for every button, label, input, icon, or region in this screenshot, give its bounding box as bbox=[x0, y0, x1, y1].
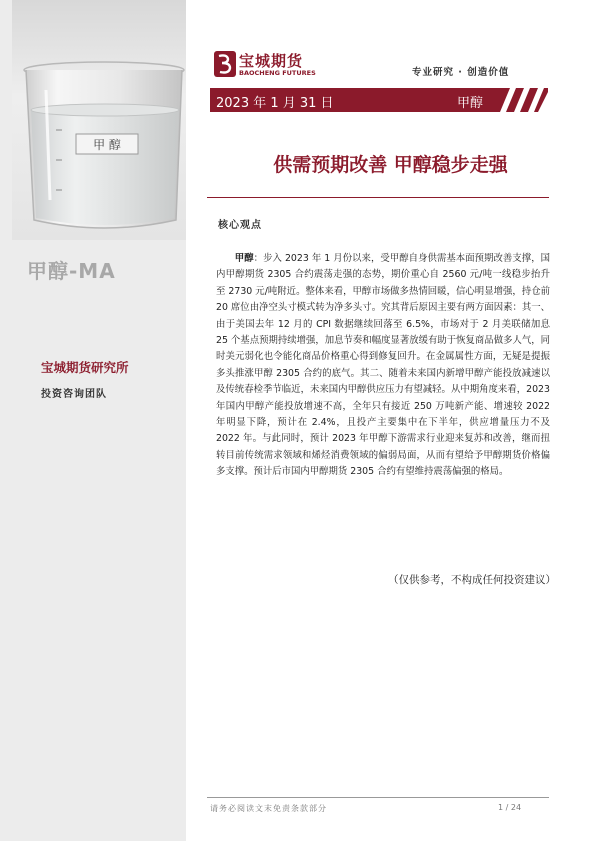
core-viewpoint-paragraph bbox=[216, 251, 550, 481]
paragraph-lead: 甲醇 bbox=[234, 253, 254, 264]
beaker-illustration bbox=[12, 0, 186, 240]
report-variety: 甲醇 bbox=[457, 96, 484, 111]
slogan: 专业研究 · 创造价值 bbox=[412, 67, 510, 78]
footer-divider bbox=[207, 797, 549, 798]
paragraph-body: ：步入 2023 年 1 月份以来，受甲醇自身供需基本面预期改善支撑，国内甲醇期货 2305 合约震荡走强的态势，期价重心自 2560 元/吨一线稳步抬升至 2730 元/吨附近。整体来看，甲醇市场做多热情回暖，信心明显增强，持仓前 20 席位由净空头寸模式转为净多头寸。究其背后原因主要有两方面因素：其一、由于美国去年 12 月的 CPI 数据继续回落至 6.5%，市场对于 2 月美联储加息 25 个基点预期持续增强，加息节奏和幅度显著放缓有助于恢复商品做多人气，同时美元弱化也令能化商品价格重心得到修复回升。在金属属性方面，无疑是提振多头推涨甲醇 2305 合约的底气。其二、随着未来国内新增甲醇产能投放减速以及传统春检季节临近，未来国内甲醇供应压力有望减轻。从中期角度来看，2023 年国内甲醇产能投放增速不高，全年只有接近 250 万吨新产能、增速较 2022 年明显下降，预计在 2.4%，且投产主要集中在下半年，供应增量压力不及 2022 年。与此同时，预计 2023 年甲醇下游需求行业迎来复苏和改善，继而扭转目前传统需求领域和烯烃消费领域的偏弱局面，从而有望给予甲醇期货价格偏多支撑。预计后市国内甲醇期货 2305 合约有望维持震荡偏强的格局。 bbox=[216, 253, 550, 478]
institute-name: 宝城期货研究所 bbox=[41, 360, 129, 375]
beaker-label: 甲 醇 bbox=[93, 138, 121, 152]
report-title: 供需预期改善 甲醇稳步走强 bbox=[273, 154, 508, 176]
footer-note: 请务必阅读文末免责条款部分 bbox=[210, 804, 327, 813]
page-number: 1 / 24 bbox=[498, 803, 522, 812]
logo-text-cn: 宝城期货 bbox=[239, 52, 304, 70]
date-banner bbox=[210, 88, 548, 112]
title-divider bbox=[207, 197, 549, 198]
logo-icon bbox=[213, 50, 237, 78]
company-logo bbox=[213, 50, 323, 82]
disclaimer: （仅供参考，不构成任何投资建议） bbox=[388, 574, 556, 586]
team-name: 投资咨询团队 bbox=[41, 389, 107, 400]
report-date: 2023 年 1 月 31 日 bbox=[216, 96, 334, 111]
product-code: 甲醇-MA bbox=[27, 259, 116, 283]
methanol-beaker-photo bbox=[12, 0, 186, 240]
logo-text-en: BAOCHENG FUTURES bbox=[239, 69, 316, 77]
section-heading: 核心观点 bbox=[218, 220, 262, 231]
sidebar bbox=[0, 0, 186, 841]
